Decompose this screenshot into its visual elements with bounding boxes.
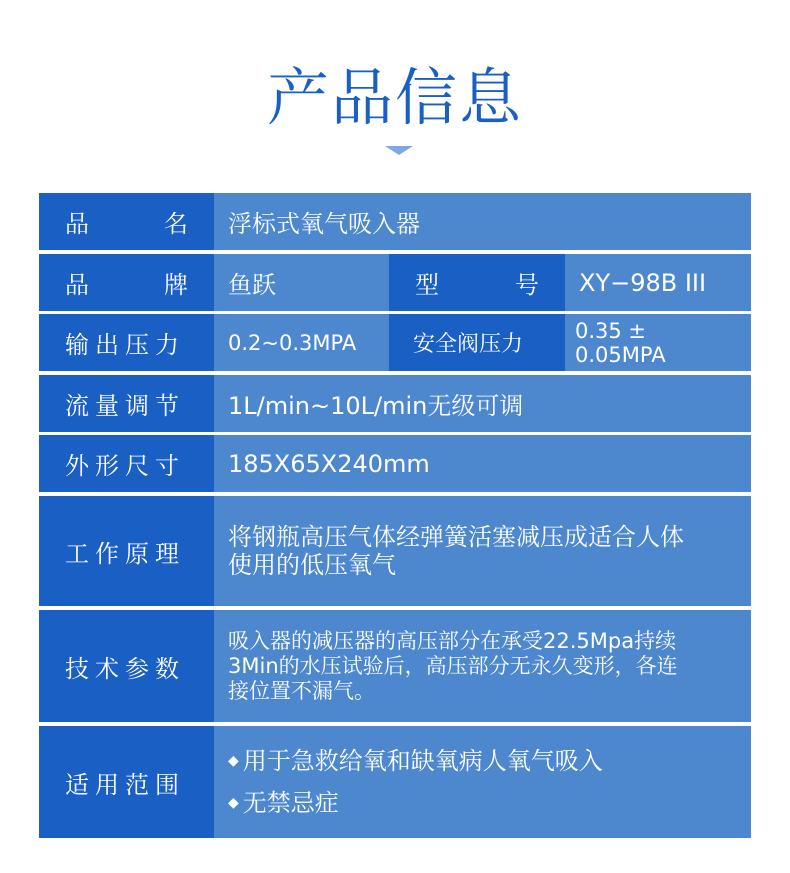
row-params [39,610,751,722]
value-principle [214,496,751,606]
value-output-pressure: 0.2~0.3MPA [214,314,389,371]
row-output-pressure [39,314,751,371]
list-item [228,782,339,824]
down-arrow-icon [385,146,413,155]
label-principle: 工作原理 [39,496,214,606]
label-output-pressure: 输出压力 [39,314,214,371]
text-line: 吸入器的减压器的高压部分在承受22.5Mpa持续 [228,628,677,653]
label-char: 号 [515,271,539,299]
diamond-bullet-icon: ◆ [228,753,239,769]
label-product-name [39,193,214,250]
label-params: 技术参数 [39,610,214,722]
text-line: 接位置不漏气。 [228,678,375,703]
diamond-bullet-icon: ◆ [228,795,239,811]
page-title: 产品信息 [266,61,523,134]
label-safety-valve: 安全阀压力 [389,314,565,371]
value-brand: 鱼跃 [214,254,389,311]
label-scope: 适用范围 [39,726,214,838]
list-item-text: 用于急救给氧和缺氧病人氧气吸入 [242,747,603,775]
value-flow: 1L/min~10L/min无级可调 [214,375,751,432]
value-size: 185X65X240mm [214,435,751,492]
row-flow [39,375,751,432]
value-product-name: 浮标式氧气吸入器 [214,193,751,250]
row-scope [39,726,751,838]
value-model: XY−98B III [565,254,751,311]
label-size: 外形尺寸 [39,435,214,492]
label-char: 牌 [164,271,188,299]
text-line: 将钢瓶高压气体经弹簧活塞减压成适合人体 [228,523,684,551]
label-char: 名 [164,210,188,238]
label-flow: 流量调节 [39,375,214,432]
value-safety-valve: 0.35 ± 0.05MPA [565,314,751,371]
list-item [228,740,603,782]
value-params [214,610,751,722]
text-line: 使用的低压氧气 [228,551,396,579]
label-char: 品 [65,271,89,299]
text-line: 3Min的水压试验后，高压部分无永久变形，各连 [228,653,678,678]
row-product-name [39,193,751,250]
label-brand [39,254,214,311]
list-item-text: 无禁忌症 [242,789,339,817]
label-char: 品 [65,210,89,238]
value-scope [214,726,751,838]
label-model [389,254,565,311]
row-brand [39,254,751,311]
row-size [39,435,751,492]
row-principle [39,496,751,606]
label-char: 型 [415,271,439,299]
